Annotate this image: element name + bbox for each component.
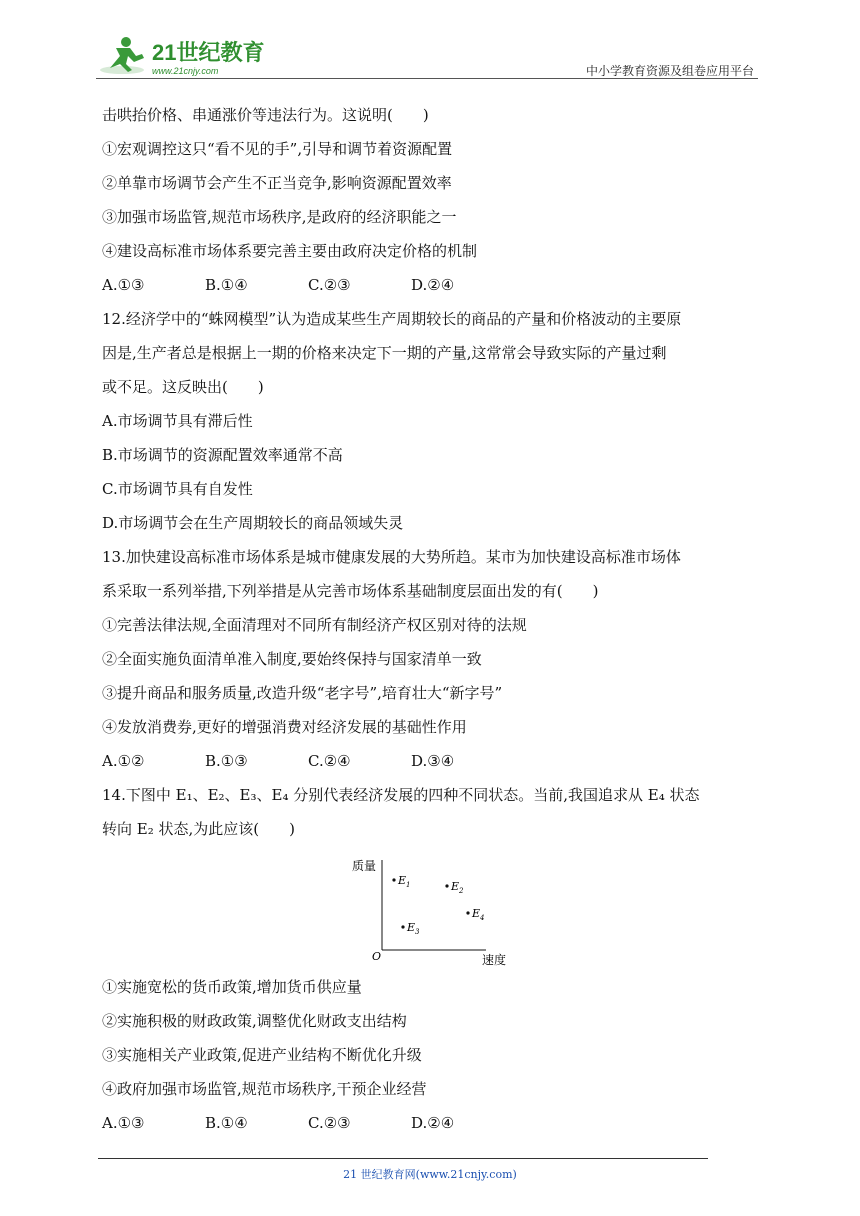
- q12-option-b: B.市场调节的资源配置效率通常不高: [102, 446, 343, 464]
- statement-1: ①宏观调控这只“看不见的手”,引导和调节着资源配置: [102, 140, 453, 158]
- q13-options: [102, 744, 772, 778]
- q13-stem-2: 系采取一系列举措,下列举措是从完善市场体系基础制度层面出发的有( ): [102, 582, 599, 600]
- q12-stem-3: 或不足。这反映出( ): [102, 378, 264, 396]
- point-e1-label: $E_1$: [398, 874, 411, 889]
- page-header: [96, 34, 758, 80]
- svg-text:www.21cnjy.com: www.21cnjy.com: [152, 66, 219, 76]
- q12-option-c: C.市场调节具有自发性: [102, 480, 253, 498]
- point-e3-label: $E_3$: [407, 921, 420, 936]
- q12-option-d: D.市场调节会在生产周期较长的商品领域失灵: [102, 514, 404, 532]
- footer-link[interactable]: 21 世纪教育网(www.21cnjy.com): [343, 1168, 517, 1181]
- q13-statement-2: ②全面实施负面清单准入制度,要始终保持与国家清单一致: [102, 650, 482, 668]
- question-content: [102, 98, 772, 1140]
- q14-statement-3: ③实施相关产业政策,促进产业结构不断优化升级: [102, 1046, 422, 1064]
- point-e4-label: $E_4$: [472, 907, 485, 922]
- option-c: C.②③: [308, 1114, 351, 1132]
- q14-statement-2: ②实施积极的财政政策,调整优化财政支出结构: [102, 1012, 407, 1030]
- q14-statement-1: ①实施宽松的货币政策,增加货币供应量: [102, 978, 362, 996]
- option-d: D.②④: [411, 276, 455, 294]
- point-e4: [466, 911, 469, 914]
- option-c: C.②④: [308, 752, 351, 770]
- statement-3: ③加强市场监管,规范市场秩序,是政府的经济职能之一: [102, 208, 457, 226]
- header-divider: [96, 78, 758, 79]
- footer-divider: [98, 1158, 708, 1159]
- q12-option-a: A.市场调节具有滞后性: [102, 412, 253, 430]
- point-e1: [392, 878, 395, 881]
- q12-stem-2: 因是,生产者总是根据上一期的价格来决定下一期的产量,这常常会导致实际的产量过剩: [102, 344, 667, 362]
- logo: [96, 34, 266, 78]
- option-d: D.③④: [411, 752, 455, 770]
- q14-options: [102, 1106, 772, 1140]
- point-e2-label: $E_2$: [451, 880, 464, 895]
- platform-name: 中小学教育资源及组卷应用平台: [585, 64, 754, 78]
- quality-speed-figure: [102, 846, 772, 970]
- y-axis-label: 质量: [352, 859, 377, 873]
- svg-text:21世纪教育: 21世纪教育: [152, 40, 265, 65]
- q11-options: [102, 268, 772, 302]
- statement-4: ④建设高标准市场体系要完善主要由政府决定价格的机制: [102, 242, 478, 260]
- option-b: B.①③: [205, 752, 248, 770]
- point-e3: [401, 925, 404, 928]
- option-a: A.①③: [102, 1114, 145, 1132]
- x-axis-label: 速度: [482, 953, 507, 967]
- q14-statement-4: ④政府加强市场监管,规范市场秩序,干预企业经营: [102, 1080, 427, 1098]
- option-d: D.②④: [411, 1114, 455, 1132]
- statement-2: ②单靠市场调节会产生不正当竞争,影响资源配置效率: [102, 174, 452, 192]
- origin-label: O: [372, 950, 382, 963]
- q14-stem-1: 14.下图中 E₁、E₂、E₃、E₄ 分别代表经济发展的四种不同状态。当前,我国追求从 E₄ 状态: [102, 786, 700, 804]
- q14-stem-2: 转向 E₂ 状态,为此应该( ): [102, 820, 295, 838]
- q12-stem-1: 12.经济学中的“蛛网模型”认为造成某些生产周期较长的商品的产量和价格波动的主要原: [102, 310, 682, 328]
- point-e2: [445, 884, 448, 887]
- q13-statement-1: ①完善法律法规,全面清理对不同所有制经济产权区别对待的法规: [102, 616, 527, 634]
- option-b: B.①④: [205, 1114, 248, 1132]
- option-b: B.①④: [205, 276, 248, 294]
- option-a: A.①②: [102, 752, 145, 770]
- q13-statement-4: ④发放消费券,更好的增强消费对经济发展的基础性作用: [102, 718, 467, 736]
- text-line: 击哄抬价格、串通涨价等违法行为。这说明( ): [102, 106, 429, 124]
- q13-statement-3: ③提升商品和服务质量,改造升级“老字号”,培育壮大“新字号”: [102, 684, 503, 702]
- figure-svg: [336, 850, 507, 967]
- option-c: C.②③: [308, 276, 351, 294]
- q13-stem-1: 13.加快建设高标准市场体系是城市健康发展的大势所趋。某市为加快建设高标准市场体: [102, 548, 681, 566]
- option-a: A.①③: [102, 276, 145, 294]
